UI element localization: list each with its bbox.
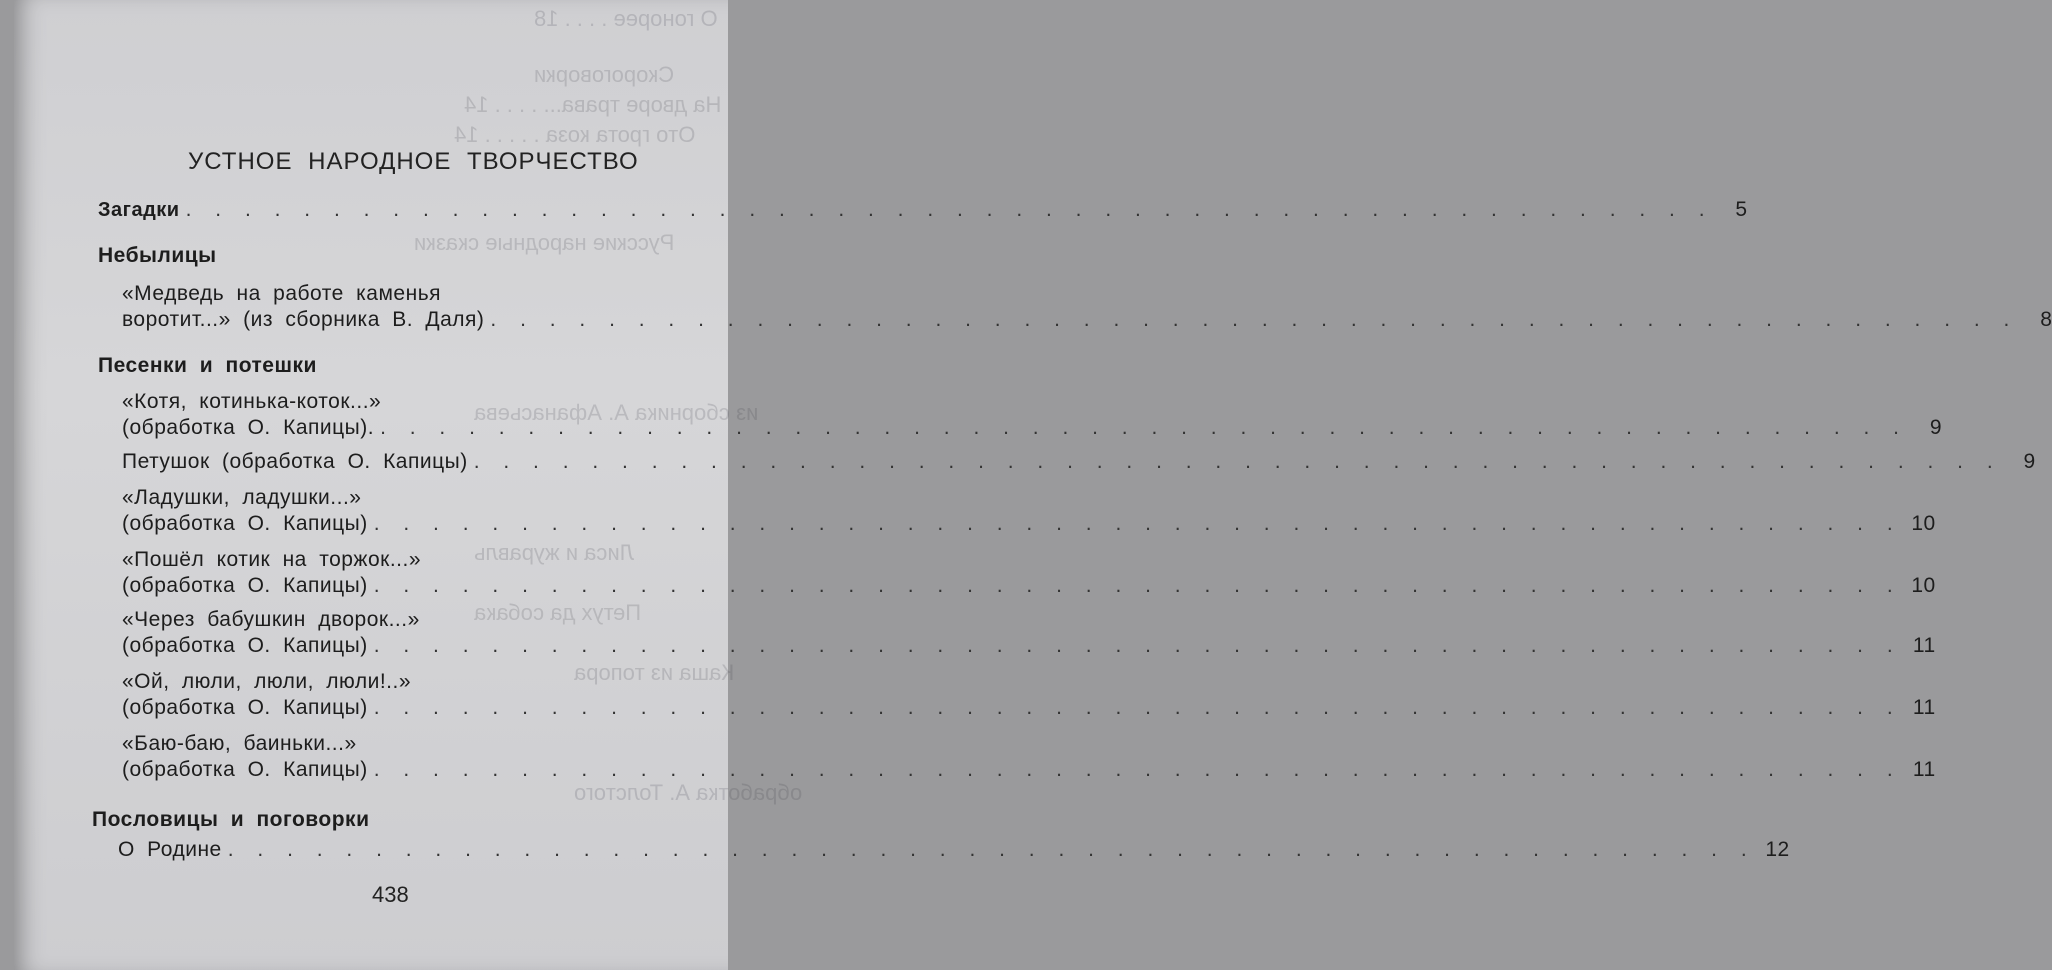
toc-page-number: 11 [1912, 696, 1936, 719]
bleed-through-text: Ото грота коза . . . . . 14 [454, 122, 696, 147]
bleed-through-text: Каша из топора [574, 660, 735, 685]
toc-page-number: 10 [1911, 512, 1936, 535]
toc-entry-kotya [122, 416, 1943, 448]
section-heading: УСТНОЕ НАРОДНОЕ ТВОРЧЕСТВО [188, 148, 639, 175]
dot-leader [490, 308, 2018, 332]
bleed-through-text: На дворе трава... . . . . 14 [464, 92, 722, 117]
toc-entry-title: (обработка О. Капицы) [122, 634, 368, 657]
toc-entry-title: (обработка О. Капицы) [122, 758, 368, 781]
page-number: 438 [372, 882, 409, 907]
toc-page-number: 9 [2023, 450, 2036, 473]
toc-entry-cherez-line1: «Через бабушкин дворок...» [122, 608, 420, 631]
toc-section-pesenki: Песенки и потешки [98, 354, 317, 377]
bleed-through-text: обработка А. Толстого [574, 780, 803, 805]
toc-entry-title: О Родине [118, 838, 222, 861]
dot-leader [186, 198, 1714, 222]
toc-entry-bayu-line1: «Баю-баю, баиньки...» [122, 732, 357, 755]
bleed-through-text: из сборника А. Афанасьева [474, 400, 759, 425]
toc-entry-title: Загадки [98, 199, 180, 221]
toc-entry-petushok [122, 450, 2036, 482]
dot-leader [228, 838, 1756, 862]
bleed-through-text: Лиса и журавль [474, 540, 635, 565]
toc-entry-rodina [118, 838, 1790, 870]
toc-entry-title: (обработка О. Капицы) [122, 512, 368, 535]
bleed-through-text: Русские народные сказки [414, 230, 675, 255]
toc-entry-zagadki [98, 198, 1748, 230]
dot-leader [474, 450, 2002, 474]
toc-entry-cherez [122, 634, 1936, 666]
book-page [14, 0, 2052, 970]
dot-leader [380, 416, 1908, 440]
bleed-through-text: Петух да собака [474, 600, 642, 625]
dot-leader [374, 696, 1902, 720]
toc-entry-oy-line1: «Ой, люли, люли, люли!..» [122, 670, 412, 693]
toc-entry-ladushki-line1: «Ладушки, ладушки...» [122, 486, 362, 509]
toc-entry-title: (обработка О. Капицы) [122, 696, 368, 719]
toc-page-number: 5 [1735, 198, 1748, 221]
dot-leader [374, 758, 1902, 782]
dot-leader [374, 574, 1902, 598]
toc-page-number: 9 [1929, 416, 1943, 439]
toc-entry-poshel [122, 574, 1936, 606]
toc-entry-medved [122, 308, 2052, 340]
toc-page-number: 11 [1912, 758, 1936, 781]
toc-page-number: 10 [1911, 574, 1936, 597]
dot-leader [374, 512, 1902, 536]
bleed-through-text: Скороговорки [534, 62, 675, 87]
bleed-through-text: О гонорее . . . . 18 [534, 6, 718, 31]
dot-leader [374, 634, 1902, 658]
toc-entry-title: (обработка О. Капицы) [122, 574, 368, 597]
toc-entry-medved-line1: «Медведь на работе каменья [122, 282, 442, 305]
toc-entry-title: воротит...» (из сборника В. Даля) [122, 308, 485, 331]
toc-page-number: 8 [2040, 308, 2052, 331]
toc-page-number: 11 [1912, 634, 1936, 657]
toc-entry-ladushki [122, 512, 1936, 544]
toc-entry-title: Петушок (обработка О. Капицы) [122, 450, 468, 473]
toc-entry-poshel-line1: «Пошёл котик на торжок...» [122, 548, 422, 571]
toc-section-poslovitsy: Пословицы и поговорки [92, 808, 370, 831]
toc-entry-kotya-line1: «Котя, котинька-коток...» [122, 390, 382, 413]
toc-page-number: 12 [1765, 838, 1790, 861]
toc-entry-oy [122, 696, 1936, 728]
toc-section-nebylitsy: Небылицы [98, 244, 217, 267]
toc-entry-title: (обработка О. Капицы). [122, 416, 375, 439]
toc-entry-bayu [122, 758, 1936, 790]
